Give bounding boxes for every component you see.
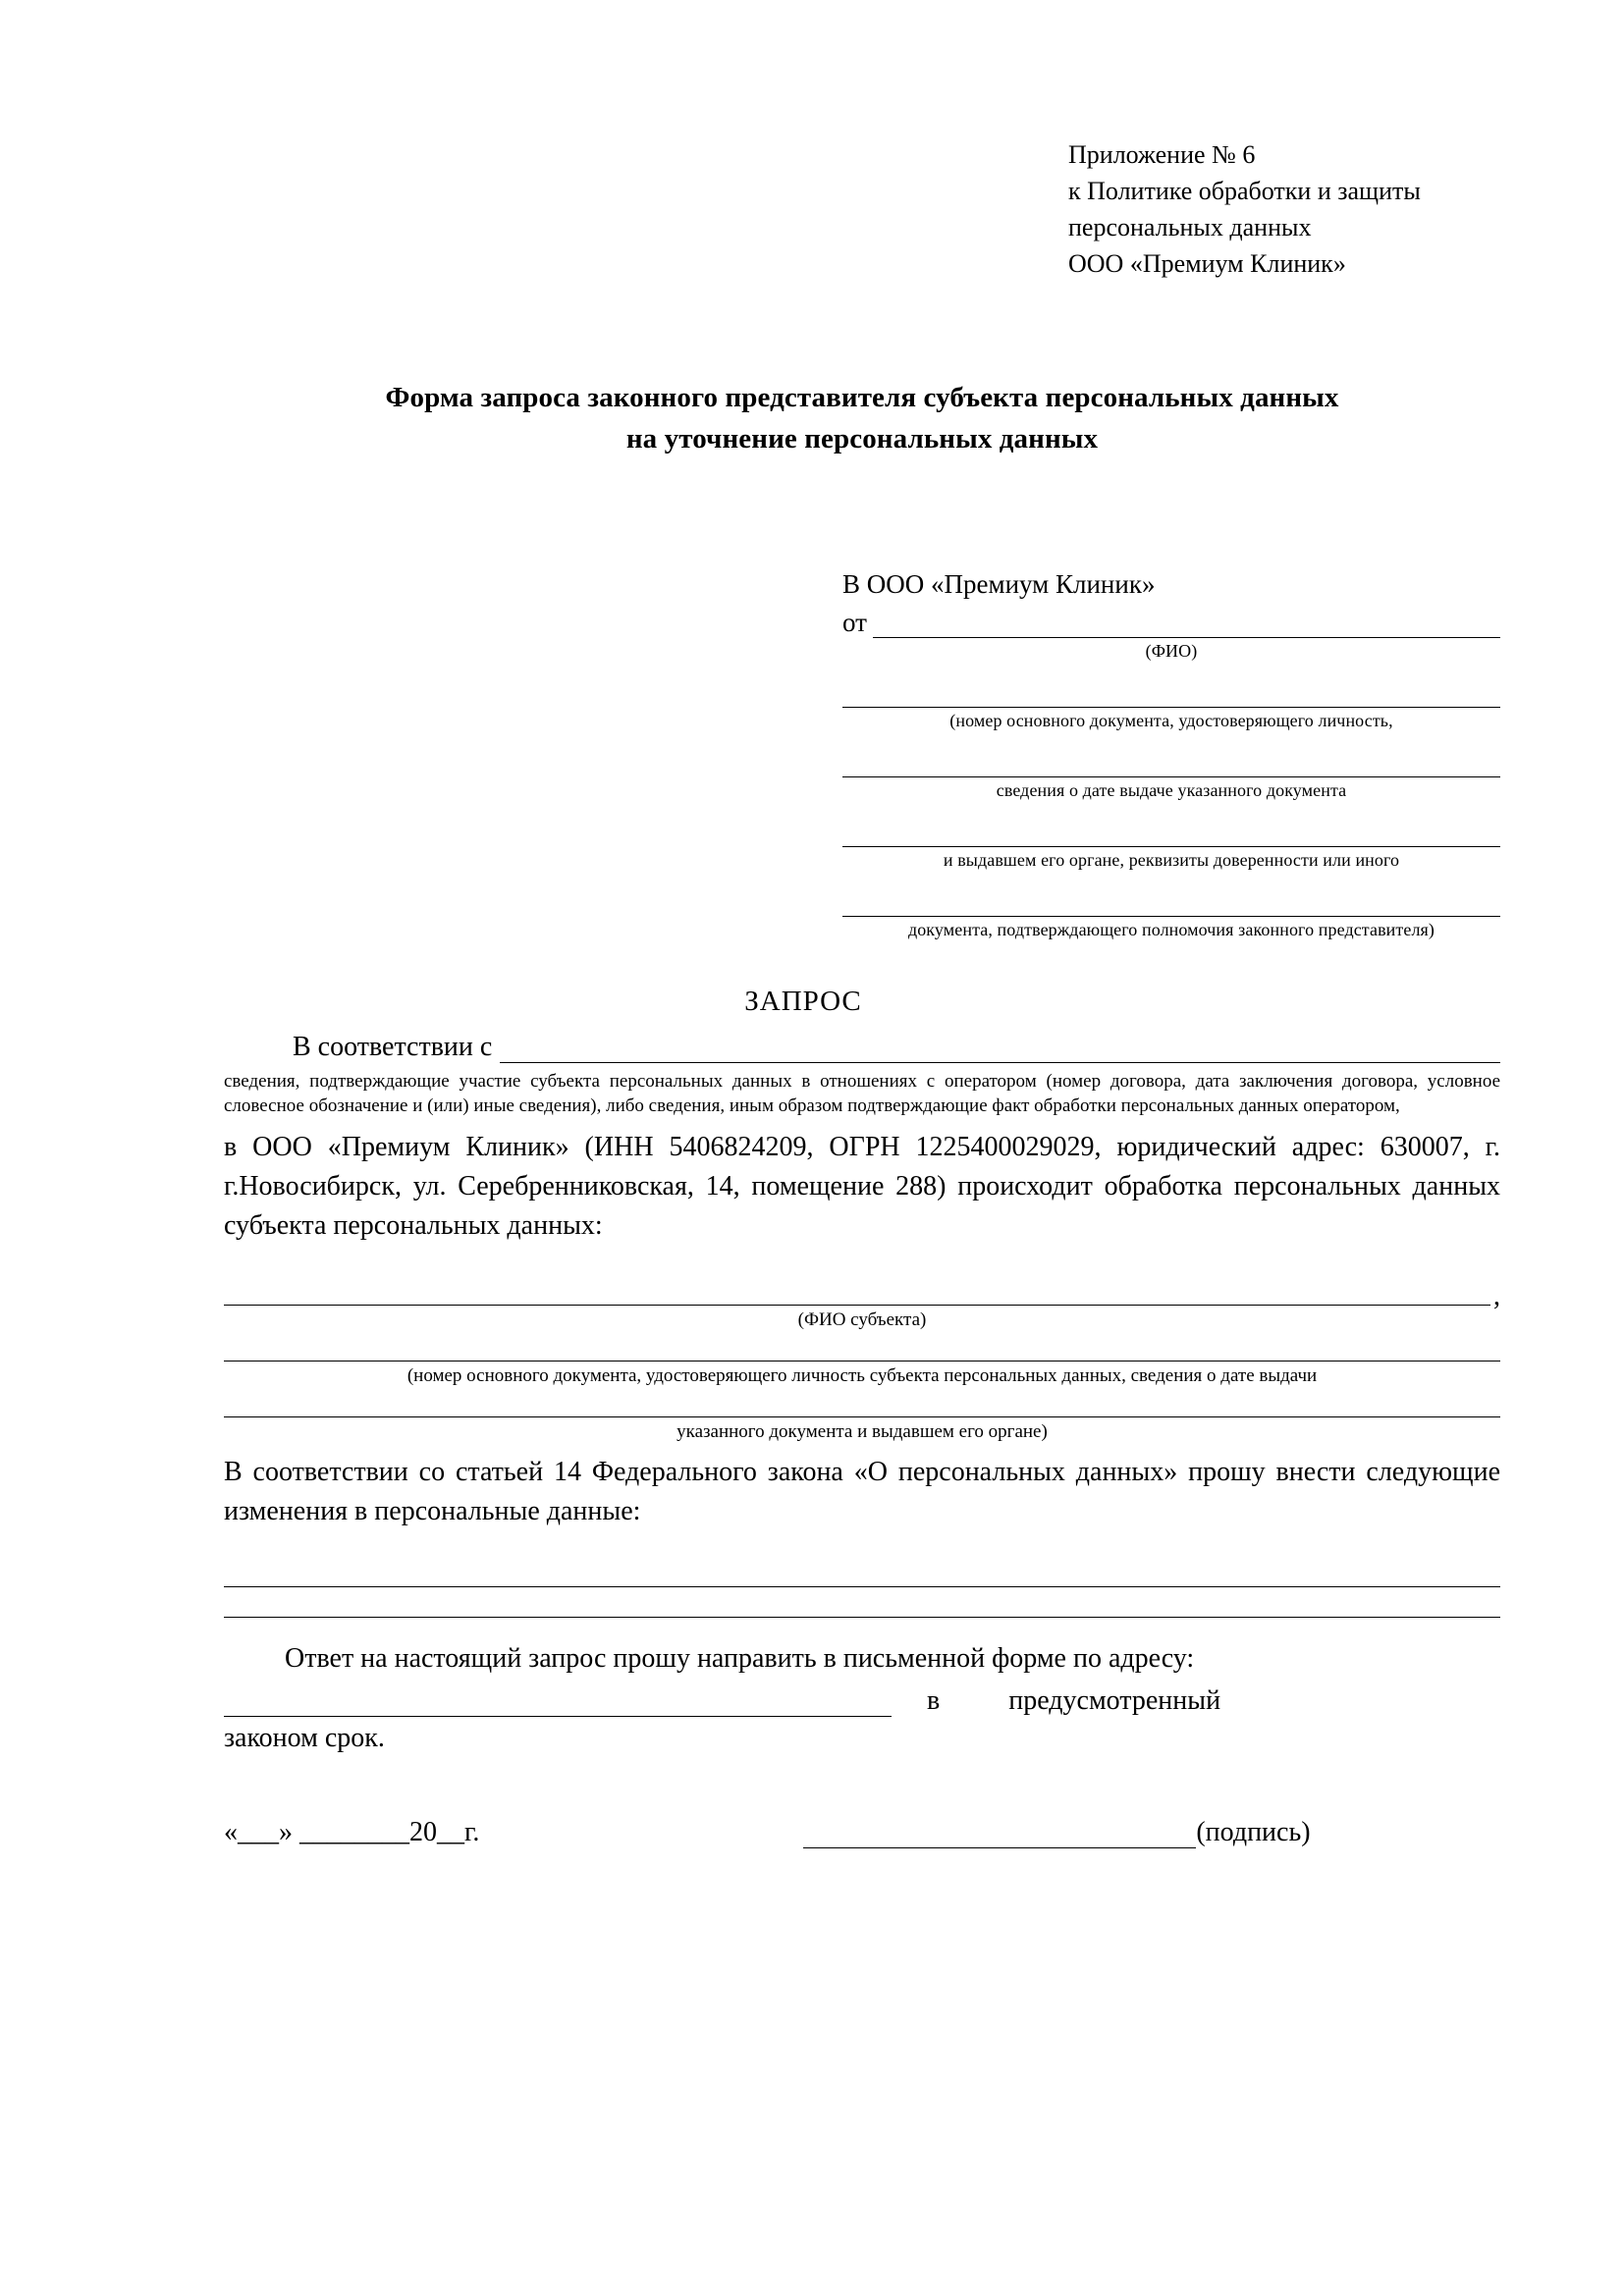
caption-rep-doc-3: и выдавшем его органе, реквизиты доверенности или иного <box>943 849 1400 870</box>
appendix-reference <box>1068 137 1500 283</box>
in-accordance-row <box>224 1032 1500 1063</box>
from-row <box>842 608 1500 638</box>
signature-caption: (подпись) <box>1196 1816 1311 1847</box>
page-title <box>224 377 1500 459</box>
subject-doc-number-input[interactable] <box>224 1331 1500 1362</box>
signature-input[interactable] <box>803 1822 1196 1848</box>
answer-tail-2: законом срок. <box>224 1722 385 1753</box>
answer-paragraph: Ответ на настоящий запрос прошу направить в письменной форме по адресу: <box>285 1643 1195 1675</box>
in-accordance-label: В соответствии с <box>293 1031 493 1062</box>
addressee-organization: В ООО «Премиум Клиник» <box>842 568 1156 599</box>
appendix-line-2: к Политике обработки и защиты <box>1068 176 1421 205</box>
request-heading: ЗАПРОС <box>744 985 862 1017</box>
rep-doc-issuer-input[interactable] <box>842 817 1500 847</box>
caption-rep-doc-4: документа, подтверждающего полномочия законного представителя) <box>907 919 1435 939</box>
rep-doc-authority-input[interactable] <box>842 886 1500 917</box>
caption-subject-doc-1: (номер основного документа, удостоверяющего личность субъекта персональных данных, сведения о дате выдачи <box>406 1364 1318 1386</box>
document-content <box>224 137 1500 1848</box>
addressee-block <box>842 569 1500 940</box>
article-paragraph: В соответствии со статьей 14 Федерального закона «О персональных данных» прошу внести следующие изменения в персональные данные: <box>224 1456 1500 1526</box>
caption-rep-doc-2: сведения о дате выдаче указанного документа <box>996 779 1347 800</box>
answer-address-input[interactable] <box>224 1690 892 1717</box>
appendix-line-1: Приложение № 6 <box>1068 140 1256 169</box>
caption-fio: (ФИО) <box>1145 640 1198 661</box>
rep-doc-date-input[interactable] <box>842 747 1500 777</box>
from-label: от <box>842 607 867 637</box>
appendix-line-4: ООО «Премиум Клиник» <box>1068 248 1346 278</box>
signature-date[interactable]: «___» ________20__г. <box>224 1816 480 1847</box>
caption-subject-fio: (ФИО субъекта) <box>797 1308 927 1330</box>
changes-input-line-2[interactable] <box>224 1587 1500 1618</box>
changes-input-line-1[interactable] <box>224 1557 1500 1587</box>
appendix-line-3: персональных данных <box>1068 212 1312 241</box>
page-title-line-2: на уточнение персональных данных <box>625 422 1099 454</box>
subject-doc-issuer-input[interactable] <box>224 1387 1500 1417</box>
signature-row <box>224 1817 1500 1848</box>
page-title-line-1: Форма запроса законного представителя субъекта персональных данных <box>385 381 1339 413</box>
answer-address-row <box>224 1685 1500 1717</box>
request-note: сведения, подтверждающие участие субъекта персональных данных в отношениях с оператором (номер договора, дата заключения договора, условное словесное обозначение и (или) иные сведения), либо сведения, иным образом подтверждающие факт обработки персональных данных оператором, <box>224 1070 1500 1116</box>
subject-fio-row <box>224 1279 1500 1312</box>
in-accordance-input[interactable] <box>500 1037 1500 1063</box>
from-fio-input[interactable] <box>873 612 1500 638</box>
operator-paragraph: в ООО «Премиум Клиник» (ИНН 5406824209, ОГРН 1225400029029, юридический адрес: 630007, г. г.Новосибирск, ул. Серебренниковская, 14, помещение 288) происходит обработка персональных данных субъекта персональных данных: <box>224 1131 1500 1241</box>
answer-tail-1: предусмотренный <box>1008 1684 1221 1716</box>
subject-fio-comma: , <box>1493 1281 1500 1312</box>
caption-rep-doc-1: (номер основного документа, удостоверяющего личность, <box>949 710 1393 730</box>
subject-fio-input[interactable] <box>224 1279 1490 1306</box>
rep-doc-number-input[interactable] <box>842 677 1500 708</box>
answer-word-v: в <box>927 1684 941 1716</box>
caption-subject-doc-2: указанного документа и выдавшем его органе) <box>677 1420 1048 1442</box>
